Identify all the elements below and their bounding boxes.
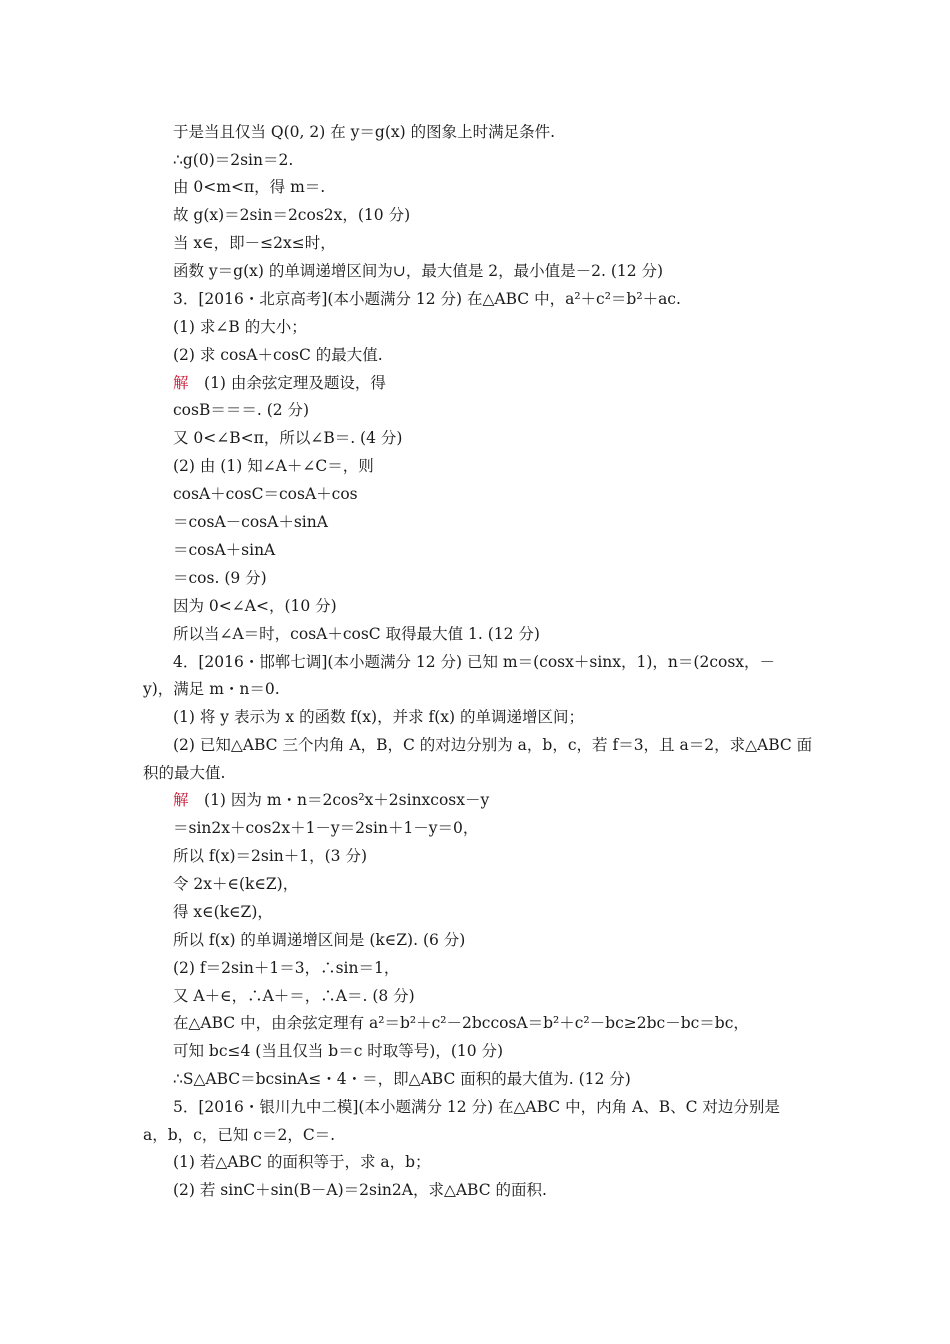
text-line: ∴S△ABC＝bcsinA≤・4・＝，即△ABC 面积的最大值为. (12 分) xyxy=(173,1070,631,1088)
text-line: ＝sin2x＋cos2x＋1－y＝2sin＋1－y＝0， xyxy=(173,819,479,837)
text-line: (2) 已知△ABC 三个内角 A，B，C 的对边分别为 a，b，c，若 f＝3，且 a＝2，求△ABC 面 xyxy=(173,736,813,754)
text-line: (1) 将 y 表示为 x 的函数 f(x)，并求 f(x) 的单调递增区间； xyxy=(173,708,585,726)
solution-line: 解 (1) 由余弦定理及题设，得 xyxy=(173,374,386,392)
text-line: ＝cosA－cosA＋sinA xyxy=(173,513,328,531)
solution-label: 解 xyxy=(173,374,189,392)
text-line: 积的最大值. xyxy=(143,764,226,782)
text-line: 又 A＋∈，∴A＋＝，∴A＝. (8 分) xyxy=(173,987,415,1005)
text-line: 于是当且仅当 Q(0, 2) 在 y＝g(x) 的图象上时满足条件. xyxy=(173,123,556,141)
text-line: (2) 由 (1) 知∠A＋∠C＝，则 xyxy=(173,457,374,475)
text-line: ∴g(0)＝2sin＝2. xyxy=(173,151,294,169)
text-line: (2) 若 sinC＋sin(B－A)＝2sin2A，求△ABC 的面积. xyxy=(173,1181,547,1199)
text-line: cosB＝＝＝. (2 分) xyxy=(173,401,310,419)
text-line: 所以 f(x) 的单调递增区间是 (k∈Z). (6 分) xyxy=(173,931,466,949)
text-line: 当 x∈，即－≤2x≤时， xyxy=(173,234,336,252)
problem-3-statement: 3．[2016・北京高考](本小题满分 12 分) 在△ABC 中，a²＋c²＝b²＋ac. xyxy=(173,290,681,308)
text-line: 故 g(x)＝2sin＝2cos2x，(10 分) xyxy=(173,206,411,224)
text-line: 又 0<∠B<π，所以∠B＝. (4 分) xyxy=(173,429,403,447)
text-line: 函数 y＝g(x) 的单调递增区间为∪，最大值是 2，最小值是－2. (12 分) xyxy=(173,262,664,280)
text-line: 因为 0<∠A<，(10 分) xyxy=(173,597,337,615)
text-line: (1) 若△ABC 的面积等于，求 a，b； xyxy=(173,1153,431,1171)
text-line: ＝cos. (9 分) xyxy=(173,569,267,587)
text-line: 所以 f(x)＝2sin＋1，(3 分) xyxy=(173,847,368,865)
text-line: (2) f＝2sin＋1＝3，∴sin＝1， xyxy=(173,959,400,977)
solution-line: 解 (1) 因为 m・n＝2cos²x＋2sinxcosx－y xyxy=(173,791,490,809)
text-line: 令 2x＋∈(k∈Z)， xyxy=(173,875,299,893)
problem-4-statement: 4．[2016・邯郸七调](本小题满分 12 分) 已知 m＝(cosx＋sinx，1)，n＝(2cosx，－ xyxy=(173,653,776,671)
solution-label: 解 xyxy=(173,791,189,809)
text-line: (1) 求∠B 的大小； xyxy=(173,318,307,336)
text-line: a，b，c，已知 c＝2，C＝. xyxy=(143,1126,336,1144)
text-line: 所以当∠A＝时，cosA＋cosC 取得最大值 1. (12 分) xyxy=(173,625,540,643)
text-line: cosA＋cosC＝cosA＋cos xyxy=(173,485,358,503)
text-line: 可知 bc≤4 (当且仅当 b＝c 时取等号)，(10 分) xyxy=(173,1042,504,1060)
text-line: (2) 求 cosA＋cosC 的最大值. xyxy=(173,346,383,364)
text-line: y)，满足 m・n＝0. xyxy=(143,680,280,698)
text-line: 在△ABC 中，由余弦定理有 a²＝b²＋c²－2bccosA＝b²＋c²－bc≥2bc－bc＝bc， xyxy=(173,1014,749,1032)
problem-5-statement: 5．[2016・银川九中二模](本小题满分 12 分) 在△ABC 中，内角 A、B、C 对边分别是 xyxy=(173,1098,780,1116)
text-line: 得 x∈(k∈Z)， xyxy=(173,903,273,921)
text-line: 由 0<m<π，得 m＝. xyxy=(173,178,326,196)
text-line: ＝cosA＋sinA xyxy=(173,541,276,559)
